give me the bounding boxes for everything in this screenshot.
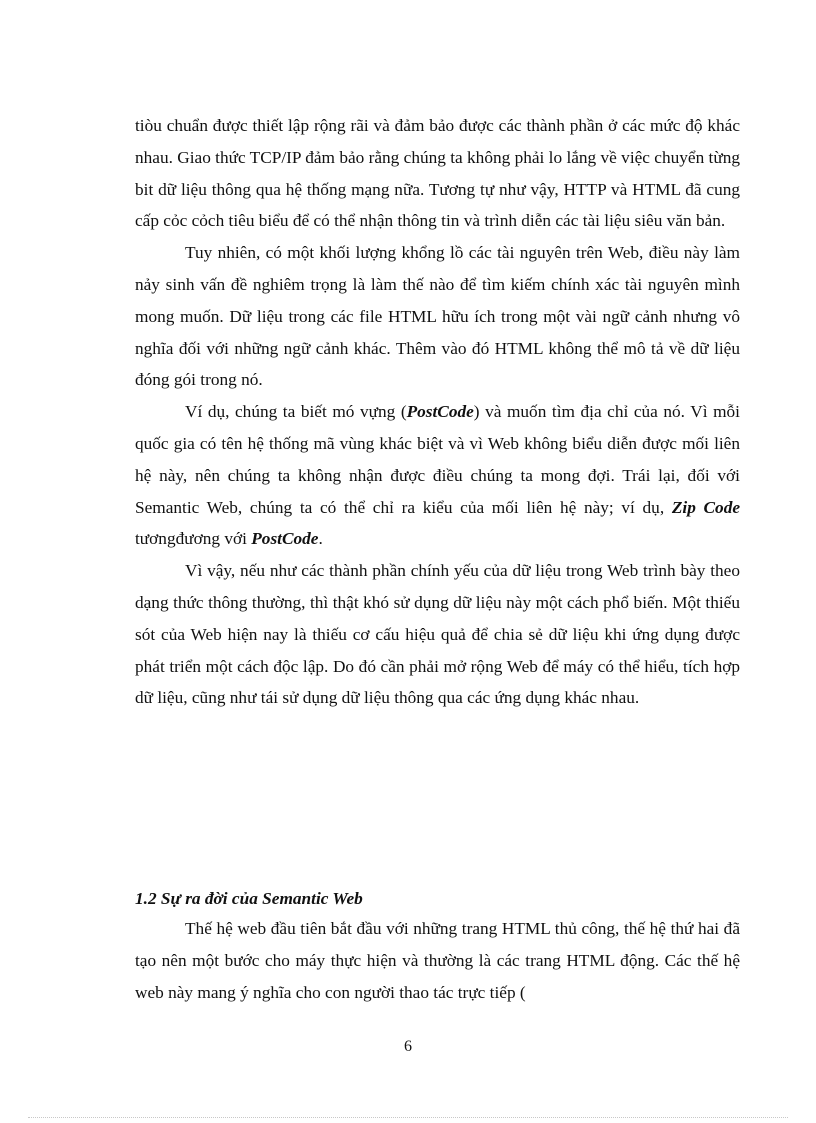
term-zip-code: Zip Code (671, 497, 741, 517)
paragraph-3 (135, 396, 740, 555)
paragraph-4: Vì vậy, nếu như các thành phần chính yếu của dữ liệu trong Web trình bày theo dạng thức thông thường, thì thật khó sử dụng dữ liệu này một cách phổ biến. Một thiếu sót của Web hiện nay là thiếu cơ cấu hiệu quả để chia sẻ dữ liệu khi ứng dụng được phát triển một cách độc lập. Do đó cần phải mở rộng Web để máy có thể hiểu, tích hợp dữ liệu, cũng như tái sử dụng dữ liệu thông qua các ứng dụng khác nhau. (135, 561, 740, 708)
paragraph-3-text-a: Ví dụ, chúng ta biết mó vựng ( (185, 402, 407, 422)
page-number: 6 (404, 1038, 412, 1055)
paragraph-3-text-c: tươngđương với (135, 529, 252, 549)
paragraph-3-text-end: . (318, 529, 323, 549)
term-postcode-2: PostCode (251, 529, 319, 549)
section-body (135, 913, 740, 1008)
paragraph-3-text-b: ) và muốn tìm địa chỉ của nó. Vì mỗi quốc gia có tên hệ thống mã vùng khác biệt và vì Web không biểu diễn được mối liên hệ này, nên chúng ta không nhận được điều chúng ta mong đợi. Trái lại, đối với Semantic Web, chúng ta có thể chỉ ra kiểu của mối liên hệ này; ví dụ, (135, 402, 740, 517)
page-footer-divider (28, 1117, 788, 1118)
term-postcode: PostCode (406, 402, 474, 422)
section-paragraph: Thế hệ web đầu tiên bắt đầu với những trang HTML thủ công, thế hệ thứ hai đã tạo nên một bước cho máy thực hiện và thường là các trang HTML động. Các thế hệ web này mang ý nghĩa cho con người thao tác trực tiếp ( (135, 919, 740, 1002)
section-heading: 1.2 Sự ra đời của Semantic Web (135, 889, 363, 908)
body-text-block (135, 110, 740, 714)
paragraph-1: tiòu chuẩn được thiết lập rộng rãi và đảm bảo được các thành phần ở các mức độ khác nhau. Giao thức TCP/IP đảm bảo rằng chúng ta không phải lo lắng về việc chuyển từng bit dữ liệu thông qua hệ thống mạng nữa. Tương tự như vậy, HTTP và HTML đã cung cấp cỏc cỏch tiêu biểu để có thể nhận thông tin và trình diễn các tài liệu siêu văn bản. (135, 116, 740, 231)
paragraph-2: Tuy nhiên, có một khối lượng khổng lồ các tài nguyên trên Web, điều này làm nảy sinh vấn đề nghiêm trọng là làm thế nào để tìm kiếm chính xác tài nguyên mình mong muốn. Dữ liệu trong các file HTML hữu ích trong một vài ngữ cảnh nhưng vô nghĩa đối với những ngữ cảnh khác. Thêm vào đó HTML không thể mô tả về dữ liệu đóng gói trong nó. (135, 243, 740, 390)
